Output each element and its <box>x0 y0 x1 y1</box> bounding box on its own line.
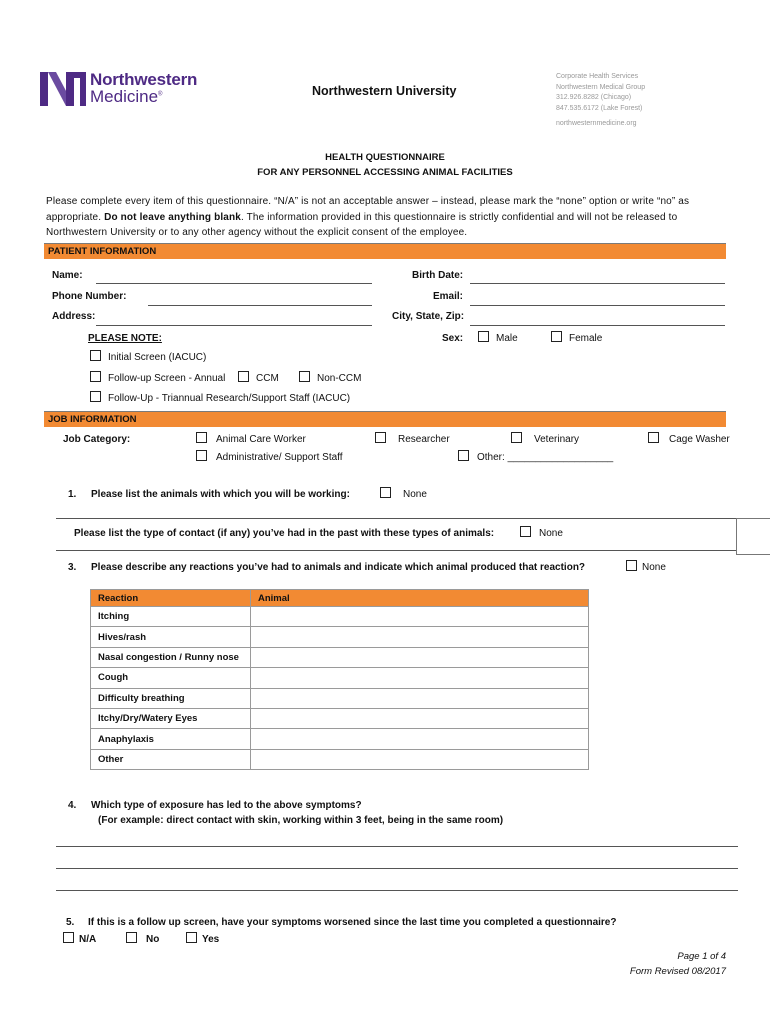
table-header-row <box>91 590 589 607</box>
corp-phone: 312.926.8282 (Chicago) <box>556 94 632 101</box>
non-ccm-checkbox[interactable] <box>299 371 310 382</box>
veterinary-label: Veterinary <box>534 434 580 445</box>
admin-support-checkbox[interactable] <box>196 450 207 461</box>
q5-no-checkbox[interactable] <box>126 932 137 943</box>
q5-no-label: No <box>146 934 160 945</box>
name-label: Name: <box>52 270 83 281</box>
reaction-cell: Itching <box>91 607 251 627</box>
corp-line: Northwestern Medical Group <box>556 83 646 91</box>
q3-none-checkbox[interactable] <box>626 560 637 571</box>
researcher-label: Researcher <box>398 434 450 445</box>
ccm-label: CCM <box>256 373 279 384</box>
other-job-checkbox[interactable] <box>458 450 469 461</box>
corp-website: northwesternmedicine.org <box>556 120 637 127</box>
northwestern-medicine-logo-mark <box>40 72 86 106</box>
reactions-table <box>90 589 589 770</box>
corp-line: Corporate Health Services <box>556 73 639 80</box>
q4-text: Which type of exposure has led to the above symptoms? <box>91 800 362 811</box>
table-row <box>91 627 589 647</box>
email-field[interactable] <box>470 305 725 306</box>
q4-answer-line-1[interactable] <box>56 846 738 847</box>
q3-text: Please describe any reactions you’ve had to animals and indicate which animal produced that reaction? <box>91 562 586 573</box>
q5-na-checkbox[interactable] <box>63 932 74 943</box>
email-label: Email: <box>433 291 464 302</box>
table-row <box>91 647 589 667</box>
q5-na-label: N/A <box>79 934 97 945</box>
q5-yes-label: Yes <box>202 934 220 945</box>
animal-input-cell[interactable] <box>251 729 589 749</box>
animal-care-worker-checkbox[interactable] <box>196 432 207 443</box>
q1-number: 1. <box>68 489 77 500</box>
reaction-cell: Other <box>91 749 251 769</box>
q4-answer-line-2[interactable] <box>56 868 738 869</box>
q4-example: (For example: direct contact with skin, working within 3 feet, being in the same room) <box>98 815 504 826</box>
birth-date-field[interactable] <box>470 283 725 284</box>
logo-text-northwestern: Northwestern <box>90 70 198 89</box>
job-category-label: Job Category: <box>63 434 131 445</box>
q2-none-label: None <box>539 528 563 539</box>
form-subtitle: FOR ANY PERSONNEL ACCESSING ANIMAL FACILITIES <box>257 167 513 178</box>
animal-input-cell[interactable] <box>251 668 589 688</box>
please-note-label: PLEASE NOTE: <box>88 333 162 344</box>
corporate-contact-block <box>556 72 645 130</box>
non-ccm-label: Non-CCM <box>317 373 362 384</box>
reaction-cell: Difficulty breathing <box>91 688 251 708</box>
sex-female-checkbox[interactable] <box>551 331 562 342</box>
q2-answer-box[interactable] <box>736 518 770 555</box>
q4-answer-line-3[interactable] <box>56 890 738 891</box>
ccm-checkbox[interactable] <box>238 371 249 382</box>
animal-care-worker-label: Animal Care Worker <box>216 434 306 445</box>
animal-input-cell[interactable] <box>251 749 589 769</box>
reaction-cell: Hives/rash <box>91 627 251 647</box>
sex-female-label: Female <box>569 333 603 344</box>
sex-male-label: Male <box>496 333 518 344</box>
column-header-animal: Animal <box>251 590 589 607</box>
reaction-cell: Anaphylaxis <box>91 729 251 749</box>
admin-support-label: Administrative/ Support Staff <box>216 452 343 463</box>
instructions-paragraph: Please complete every item of this questionnaire. “N/A” is not an acceptable answer – instead, please mark the “none” option or write “no” as appropriate. Do not leave anything blank. The information provided in this questionnaire is strictly confidential and will not be released to Northwestern University or to any other agency without the explicit consent of the employee. <box>46 196 690 238</box>
table-row <box>91 688 589 708</box>
q5-yes-checkbox[interactable] <box>186 932 197 943</box>
reaction-cell: Cough <box>91 668 251 688</box>
sex-label: Sex: <box>442 333 464 344</box>
city-state-zip-field[interactable] <box>470 325 725 326</box>
form-revision: Form Revised 08/2017 <box>629 966 726 977</box>
animal-input-cell[interactable] <box>251 647 589 667</box>
q4-number: 4. <box>68 800 77 811</box>
animal-input-cell[interactable] <box>251 708 589 728</box>
cage-washer-checkbox[interactable] <box>648 432 659 443</box>
phone-label: Phone Number: <box>52 291 127 302</box>
university-name: Northwestern University <box>312 84 457 98</box>
q2-none-checkbox[interactable] <box>520 526 531 537</box>
followup-annual-checkbox[interactable] <box>90 371 101 382</box>
q1-none-checkbox[interactable] <box>380 487 391 498</box>
table-row <box>91 749 589 769</box>
phone-field[interactable] <box>148 305 372 306</box>
followup-triannual-label: Follow-Up - Triannual Research/Support Staff (IACUC) <box>108 393 351 404</box>
veterinary-checkbox[interactable] <box>511 432 522 443</box>
reaction-cell: Itchy/Dry/Watery Eyes <box>91 708 251 728</box>
logo-text-medicine: Medicine® <box>90 87 163 106</box>
animal-input-cell[interactable] <box>251 607 589 627</box>
table-row <box>91 607 589 627</box>
q1-none-label: None <box>403 489 427 500</box>
q5-text: If this is a follow up screen, have your symptoms worsened since the last time you completed a questionnaire? <box>88 917 617 928</box>
column-header-reaction: Reaction <box>91 590 251 607</box>
q2-bottom-rule <box>56 550 736 551</box>
reaction-cell: Nasal congestion / Runny nose <box>91 647 251 667</box>
address-field[interactable] <box>96 325 372 326</box>
initial-screen-checkbox[interactable] <box>90 350 101 361</box>
name-field[interactable] <box>96 283 372 284</box>
city-state-zip-label: City, State, Zip: <box>392 311 465 322</box>
animal-input-cell[interactable] <box>251 688 589 708</box>
q2-top-rule <box>56 518 736 519</box>
table-row <box>91 708 589 728</box>
form-title: HEALTH QUESTIONNAIRE <box>325 152 445 163</box>
q1-text: Please list the animals with which you will be working: <box>91 489 350 500</box>
initial-screen-label: Initial Screen (IACUC) <box>108 352 207 363</box>
section-header-patient-information: PATIENT INFORMATION <box>44 243 726 259</box>
birth-date-label: Birth Date: <box>412 270 464 281</box>
other-job-field[interactable]: Other: ___________________ <box>477 452 614 463</box>
q5-number: 5. <box>66 917 75 928</box>
sex-male-checkbox[interactable] <box>478 331 489 342</box>
followup-annual-label: Follow-up Screen - Annual <box>108 373 226 384</box>
table-row <box>91 729 589 749</box>
q3-none-label: None <box>642 562 666 573</box>
researcher-checkbox[interactable] <box>375 432 386 443</box>
address-label: Address: <box>52 311 96 322</box>
followup-triannual-checkbox[interactable] <box>90 391 101 402</box>
corp-phone: 847.535.6172 (Lake Forest) <box>556 104 643 112</box>
section-header-job-information: JOB INFORMATION <box>44 411 726 427</box>
animal-input-cell[interactable] <box>251 627 589 647</box>
table-row <box>91 668 589 688</box>
cage-washer-label: Cage Washer <box>669 434 730 445</box>
q3-number: 3. <box>68 562 77 573</box>
q2-text: Please list the type of contact (if any) you’ve had in the past with these types of animals: <box>74 528 495 539</box>
page-number: Page 1 of 4 <box>677 951 726 962</box>
